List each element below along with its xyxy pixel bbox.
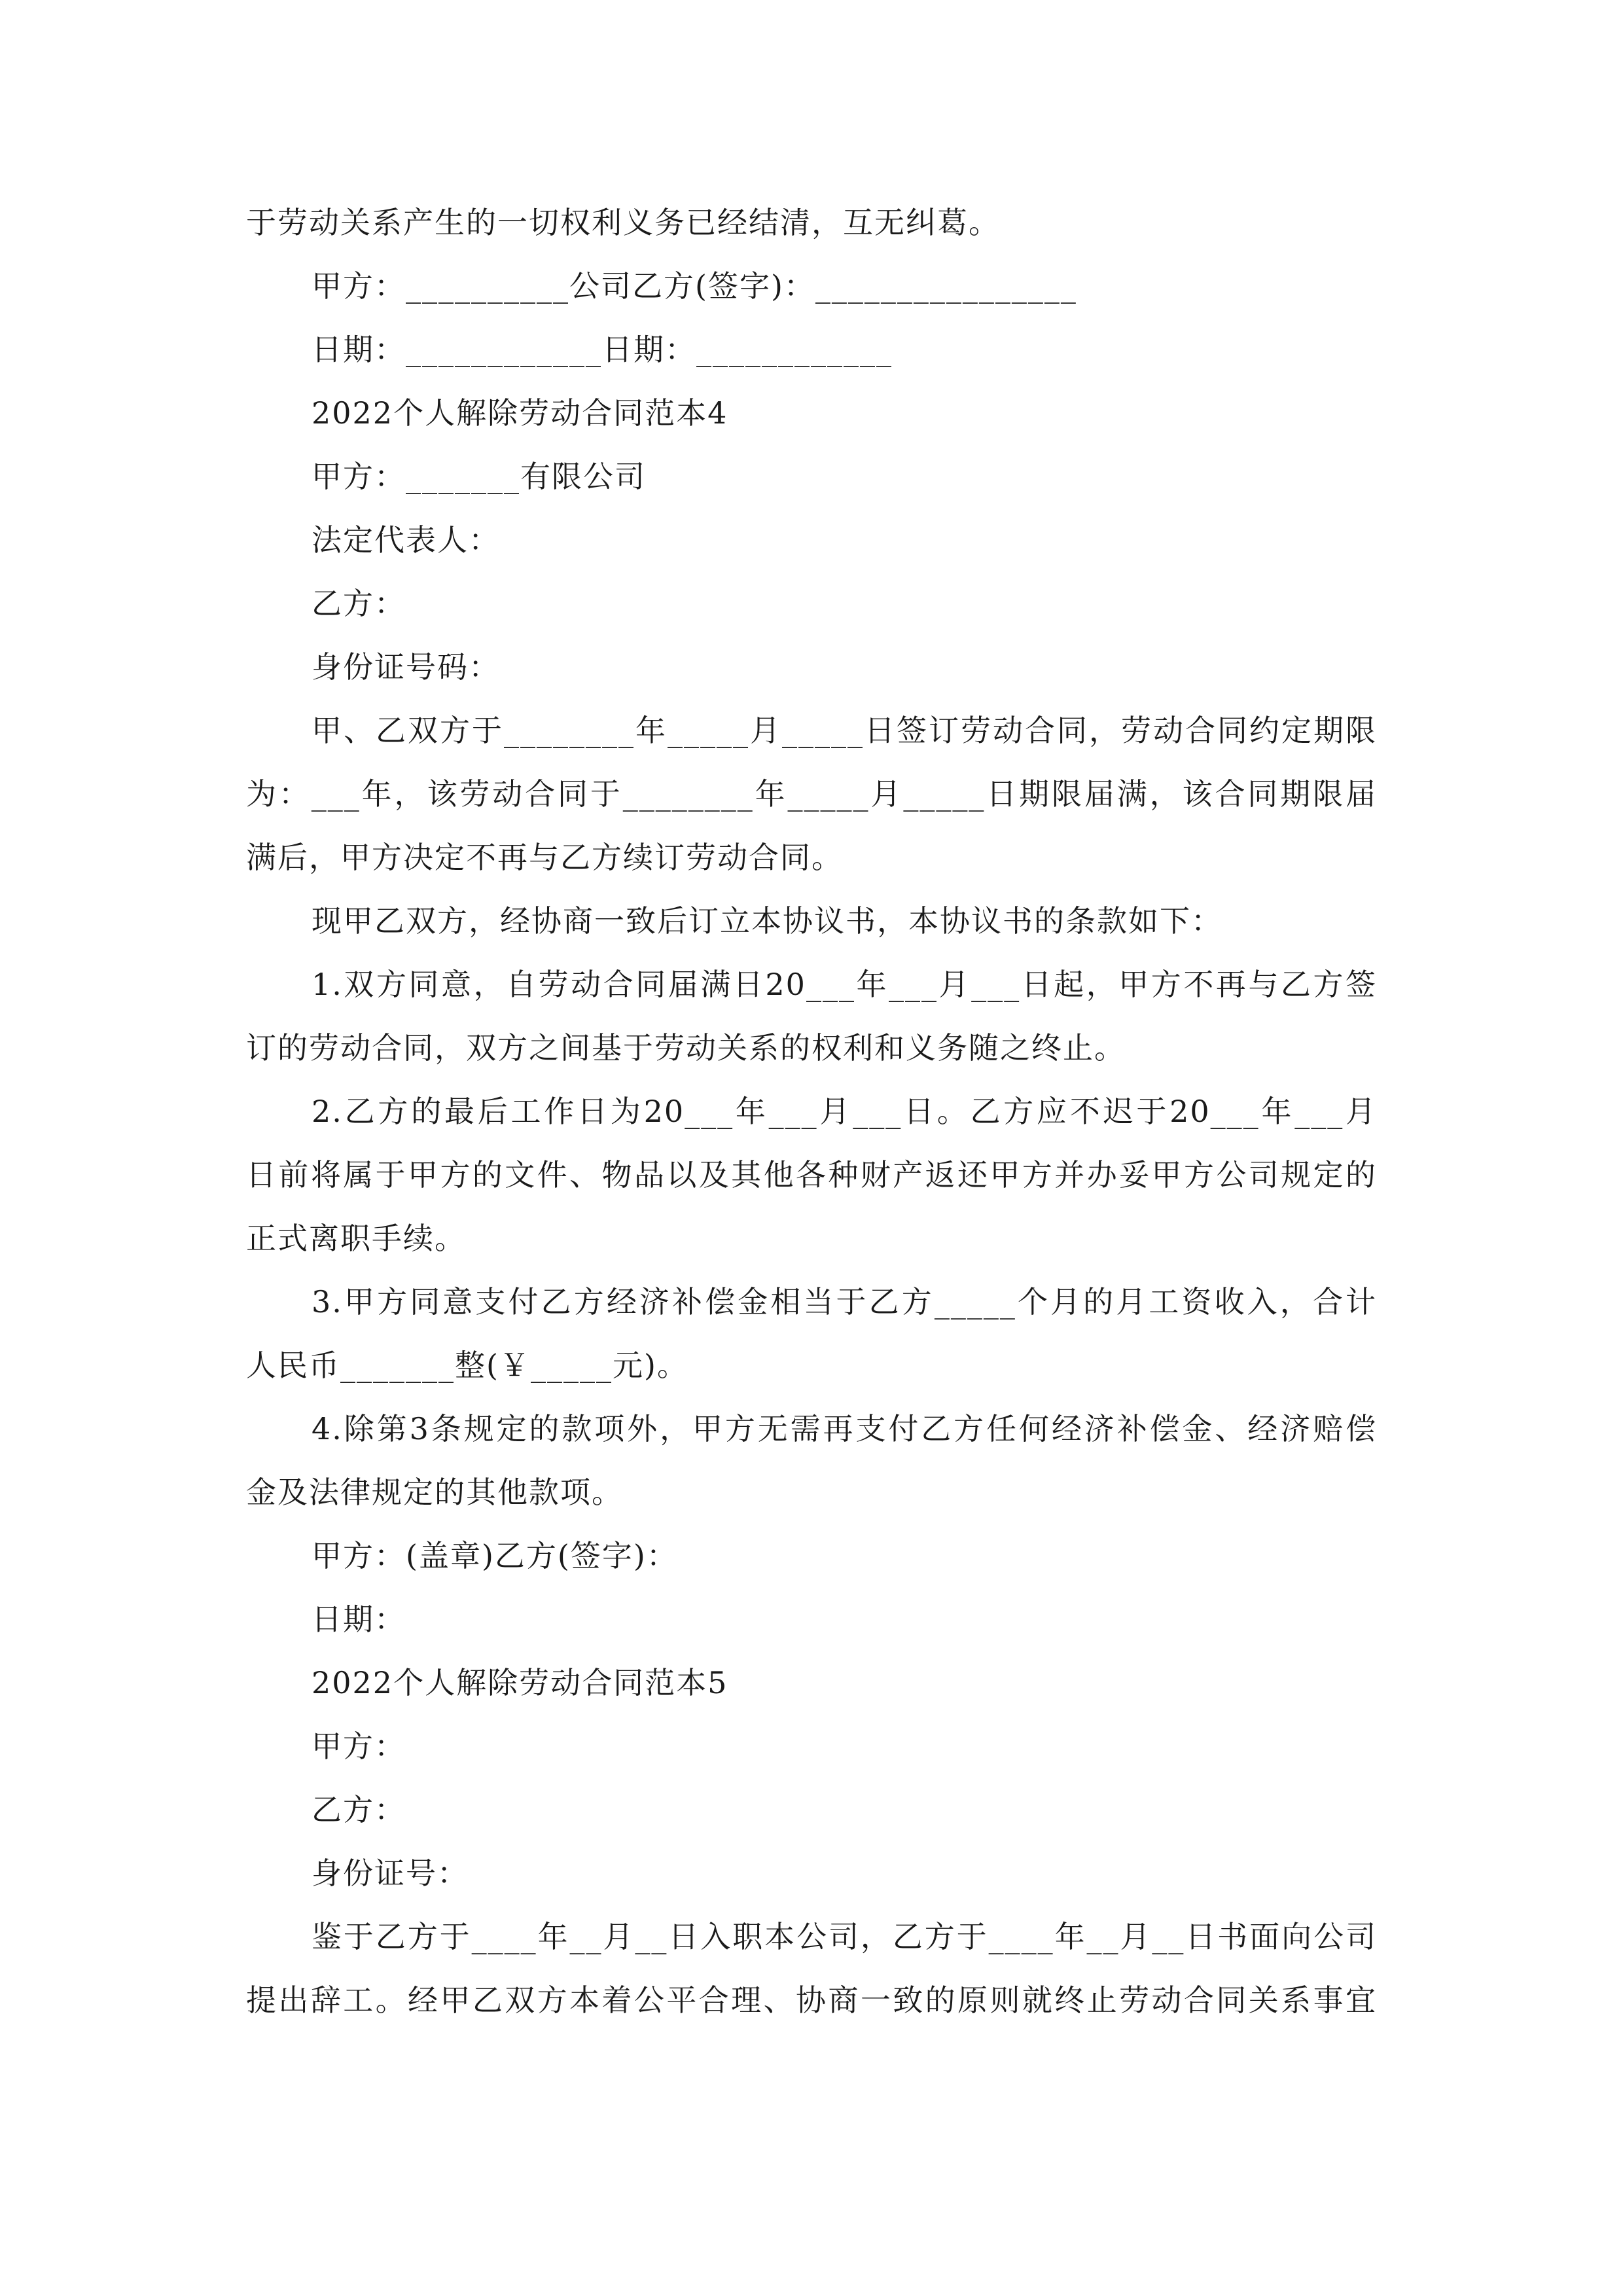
text-line: 为：___年，该劳动合同于________年_____月_____日期限届满，该合同期限届 (246, 776, 1377, 812)
text-line: 日期：____________日期：____________ (312, 332, 893, 367)
text-line: 正式离职手续。 (246, 1221, 466, 1256)
text-line: 1.双方同意，自劳动合同届满日20___年___月___日起，甲方不再与乙方签 (312, 967, 1377, 1002)
text-line: 2022个人解除劳动合同范本4 (312, 395, 728, 431)
text-line: 日期： (312, 1602, 406, 1637)
text-line: 2022个人解除劳动合同范本5 (312, 1665, 728, 1700)
text-line: 于劳动关系产生的一切权利义务已经结清，互无纠葛。 (246, 205, 1000, 240)
text-line: 法定代表人： (312, 522, 500, 558)
text-line: 日前将属于甲方的文件、物品以及其他各种财产返还甲方并办妥甲方公司规定的 (246, 1157, 1377, 1193)
document-body (246, 191, 1377, 2032)
text-line: 乙方： (312, 586, 406, 621)
text-line: 人民币_______整(￥_____元)。 (246, 1348, 688, 1383)
text-line: 甲、乙双方于________年_____月_____日签订劳动合同，劳动合同约定期限 (312, 713, 1377, 748)
text-line: 金及法律规定的其他款项。 (246, 1475, 623, 1510)
text-line: 现甲乙双方，经协商一致后订立本协议书，本协议书的条款如下： (312, 903, 1222, 939)
text-line: 甲方：(盖章)乙方(签字)： (312, 1538, 678, 1573)
text-line: 身份证号： (312, 1856, 469, 1891)
text-line: 身份证号码： (312, 649, 500, 685)
text-line: 甲方： (312, 1729, 406, 1764)
text-line: 乙方： (312, 1792, 406, 1827)
text-line: 提出辞工。经甲乙双方本着公平合理、协商一致的原则就终止劳动合同关系事宜 (246, 1982, 1377, 2018)
text-line: 3.甲方同意支付乙方经济补偿金相当于乙方_____个月的月工资收入，合计 (312, 1284, 1377, 1319)
text-line: 甲方：_______有限公司 (312, 459, 646, 494)
text-line: 满后，甲方决定不再与乙方续订劳动合同。 (246, 840, 843, 875)
text-line: 4.除第3条规定的款项外，甲方无需再支付乙方任何经济补偿金、经济赔偿 (312, 1411, 1377, 1446)
text-line: 2.乙方的最后工作日为20___年___月___日。乙方应不迟于20___年___月 (312, 1094, 1377, 1129)
text-line: 鉴于乙方于____年__月__日入职本公司，乙方于____年__月__日书面向公司 (312, 1919, 1377, 1954)
text-line: 甲方：__________公司乙方(签字)：________________ (312, 268, 1077, 304)
text-line: 订的劳动合同，双方之间基于劳动关系的权利和义务随之终止。 (246, 1030, 1126, 1066)
